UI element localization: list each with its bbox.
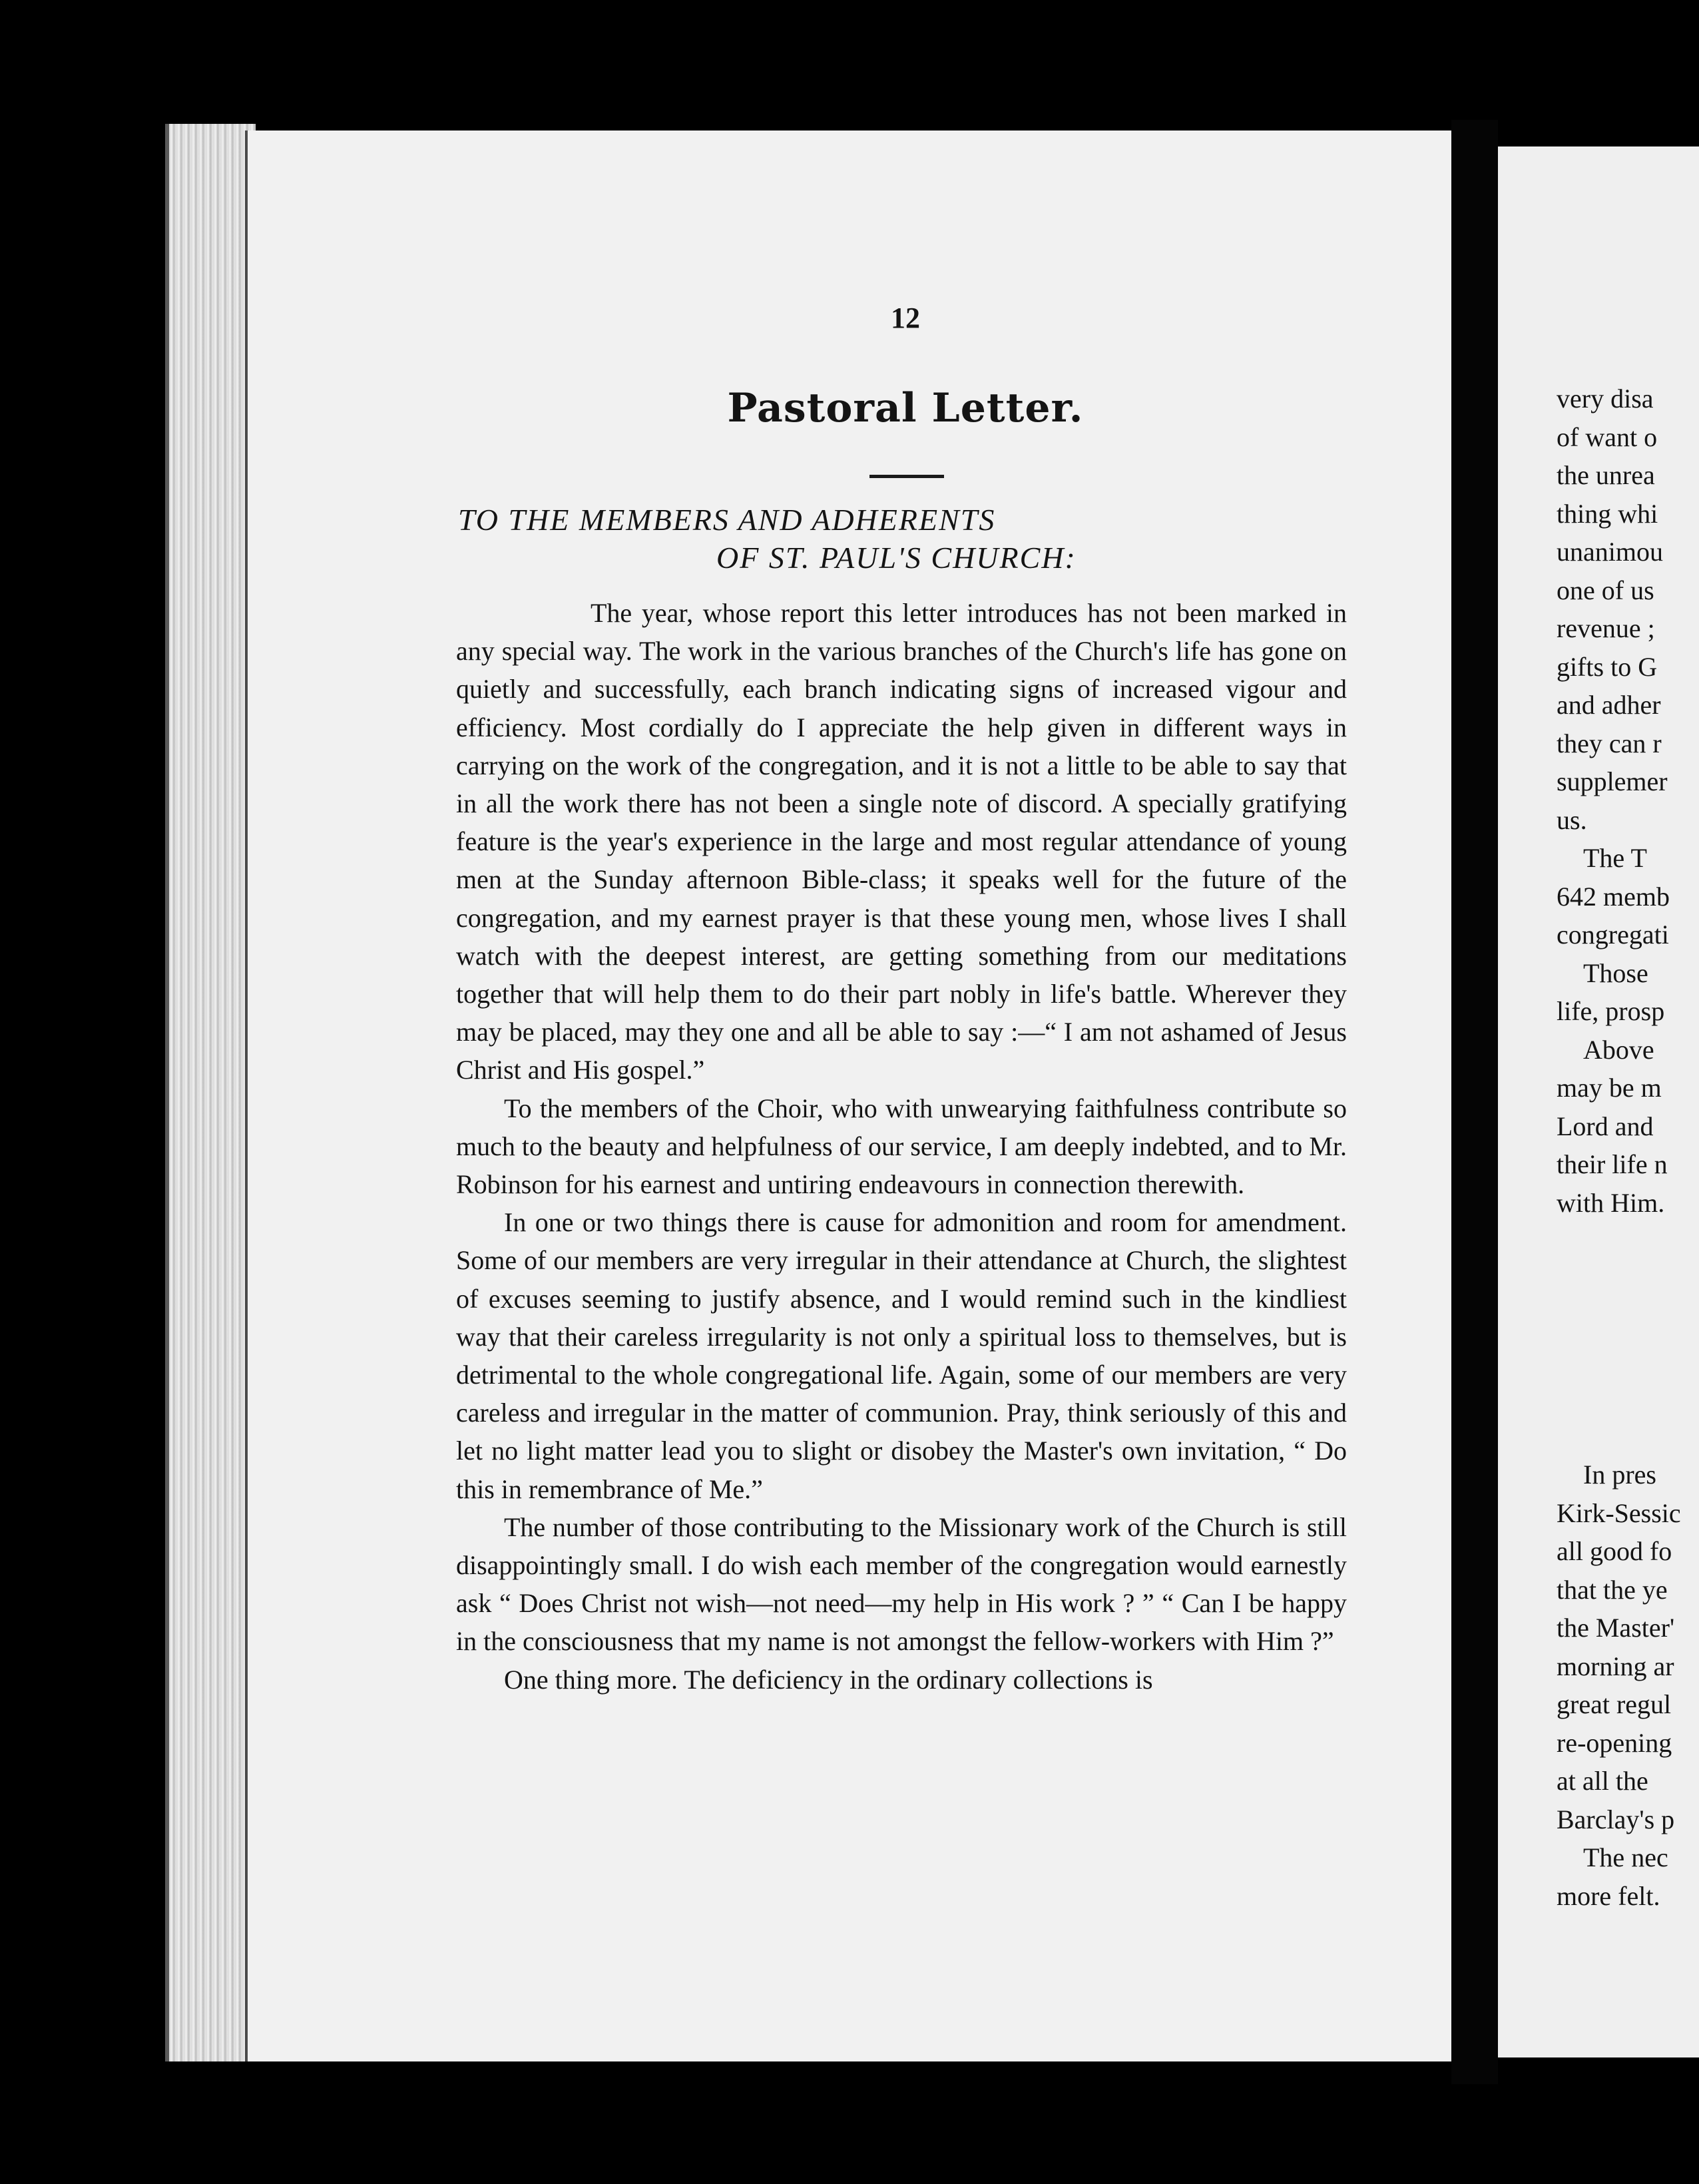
right-line: great regul [1557,1689,1672,1719]
right-line: Those [1583,957,1648,988]
right-page-text-top [1557,380,1699,1222]
right-page-text-bottom [1557,1456,1699,1915]
right-line: may be m [1557,1073,1662,1103]
right-line: The T [1583,843,1647,873]
paragraph-admonition: In one or two things there is cause for admonition and room for amendment. Some of our members are very irregular in their attendance at Church, the slightest of excuses seeming to justify absence, and I would remind such in the kindliest way that their careless irregularity is not only a spiritual loss to themselves, but is detrimental to the whole congregational life. Again, some of our members are very careless and irregular in the matter of communion. Pray, think seriously of this and let no light matter lead you to slight or disobey the Master's own invitation, “ Do this in remembrance of Me.” [456,1207,1347,1504]
right-line: 642 memb [1557,881,1670,912]
right-line: with Him. [1557,1187,1665,1218]
paragraph-choir: To the members of the Choir, who with unwearying faithfulness contribute so much to the beauty and helpfulness of our service, I am deeply indebted, and to Mr. Robinson for his earnest and untiring endeavours in connection therewith. [456,1093,1347,1200]
right-line: the unrea [1557,460,1655,490]
book-page-edges [165,124,256,2061]
right-line: at all the [1557,1766,1648,1796]
right-line: us. [1557,804,1587,835]
right-line: unanimou [1557,537,1663,567]
right-line: they can r [1557,728,1662,758]
right-line: and adher [1557,690,1661,720]
right-line: that the ye [1557,1574,1668,1605]
right-line: more felt. [1557,1880,1660,1911]
book-gutter [1451,120,1498,2084]
right-line: life, prosp [1557,996,1665,1026]
paragraph-year-report: The year, whose report this letter introduces has not been marked in any special way. The work in the various branches of the Church's life has gone on quietly and successfully, each branch indicating signs of increased vigour and efficiency. Most cordially do I appreciate the help given in different ways in carrying on the work of the congregation, and it is not a little to be able to say that in all the work there has not been a single note of discord. A specially gratifying feature is the year's experience in the large and most regular attendance of young men at the Sunday afternoon Bible-class; it speaks well for the future of the congregation, and my earnest prayer is that these young men, whose lives I shall watch with the deepest interest, are getting something from our meditations together that will help them to do their part nobly in life's battle. Wherever they may be placed, may they one and all be able to say :—“ I am not ashamed of Jesus Christ and His gospel.” [456,598,1347,1085]
right-line: supplemer [1557,766,1668,796]
right-line: The nec [1583,1842,1668,1872]
salutation-line-2: OF ST. PAUL'S CHURCH: [716,541,1077,575]
paragraph-deficiency: One thing more. The deficiency in the ordinary collections is [504,1664,1153,1695]
letter-body [456,594,1347,1699]
right-line: Kirk-Sessic [1557,1498,1681,1528]
right-line: Barclay's p [1557,1804,1675,1834]
right-line: all good fo [1557,1536,1672,1566]
right-line: the Master' [1557,1613,1675,1643]
right-line: of want o [1557,421,1658,452]
right-line: revenue ; [1557,613,1655,643]
right-line: thing whi [1557,498,1658,529]
right-line: their life n [1557,1149,1668,1179]
salutation [458,501,1363,577]
paragraph-missionary: The number of those contributing to the Missionary work of the Church is still disappointingly small. I do wish each member of the congregation would earnestly ask “ Does Christ not wish—not need—my help in His work ? ” “ Can I be happy in the consciousness that my name is not amongst the fellow-workers with Him ?” [456,1511,1347,1657]
right-line: very disa [1557,384,1654,413]
right-line: one of us [1557,575,1654,605]
right-line: congregati [1557,920,1669,950]
right-line: re-opening [1557,1727,1672,1758]
right-line: morning ar [1557,1651,1674,1681]
right-line: In pres [1583,1460,1656,1490]
right-line: Lord and [1557,1111,1654,1141]
right-line: gifts to G [1557,651,1658,682]
title-rule [869,475,944,478]
salutation-line-1: TO THE MEMBERS AND ADHERENTS [458,503,996,537]
page-number: 12 [891,302,920,334]
right-line: Above [1583,1034,1654,1065]
page-title: Pastoral Letter. [727,385,1084,431]
